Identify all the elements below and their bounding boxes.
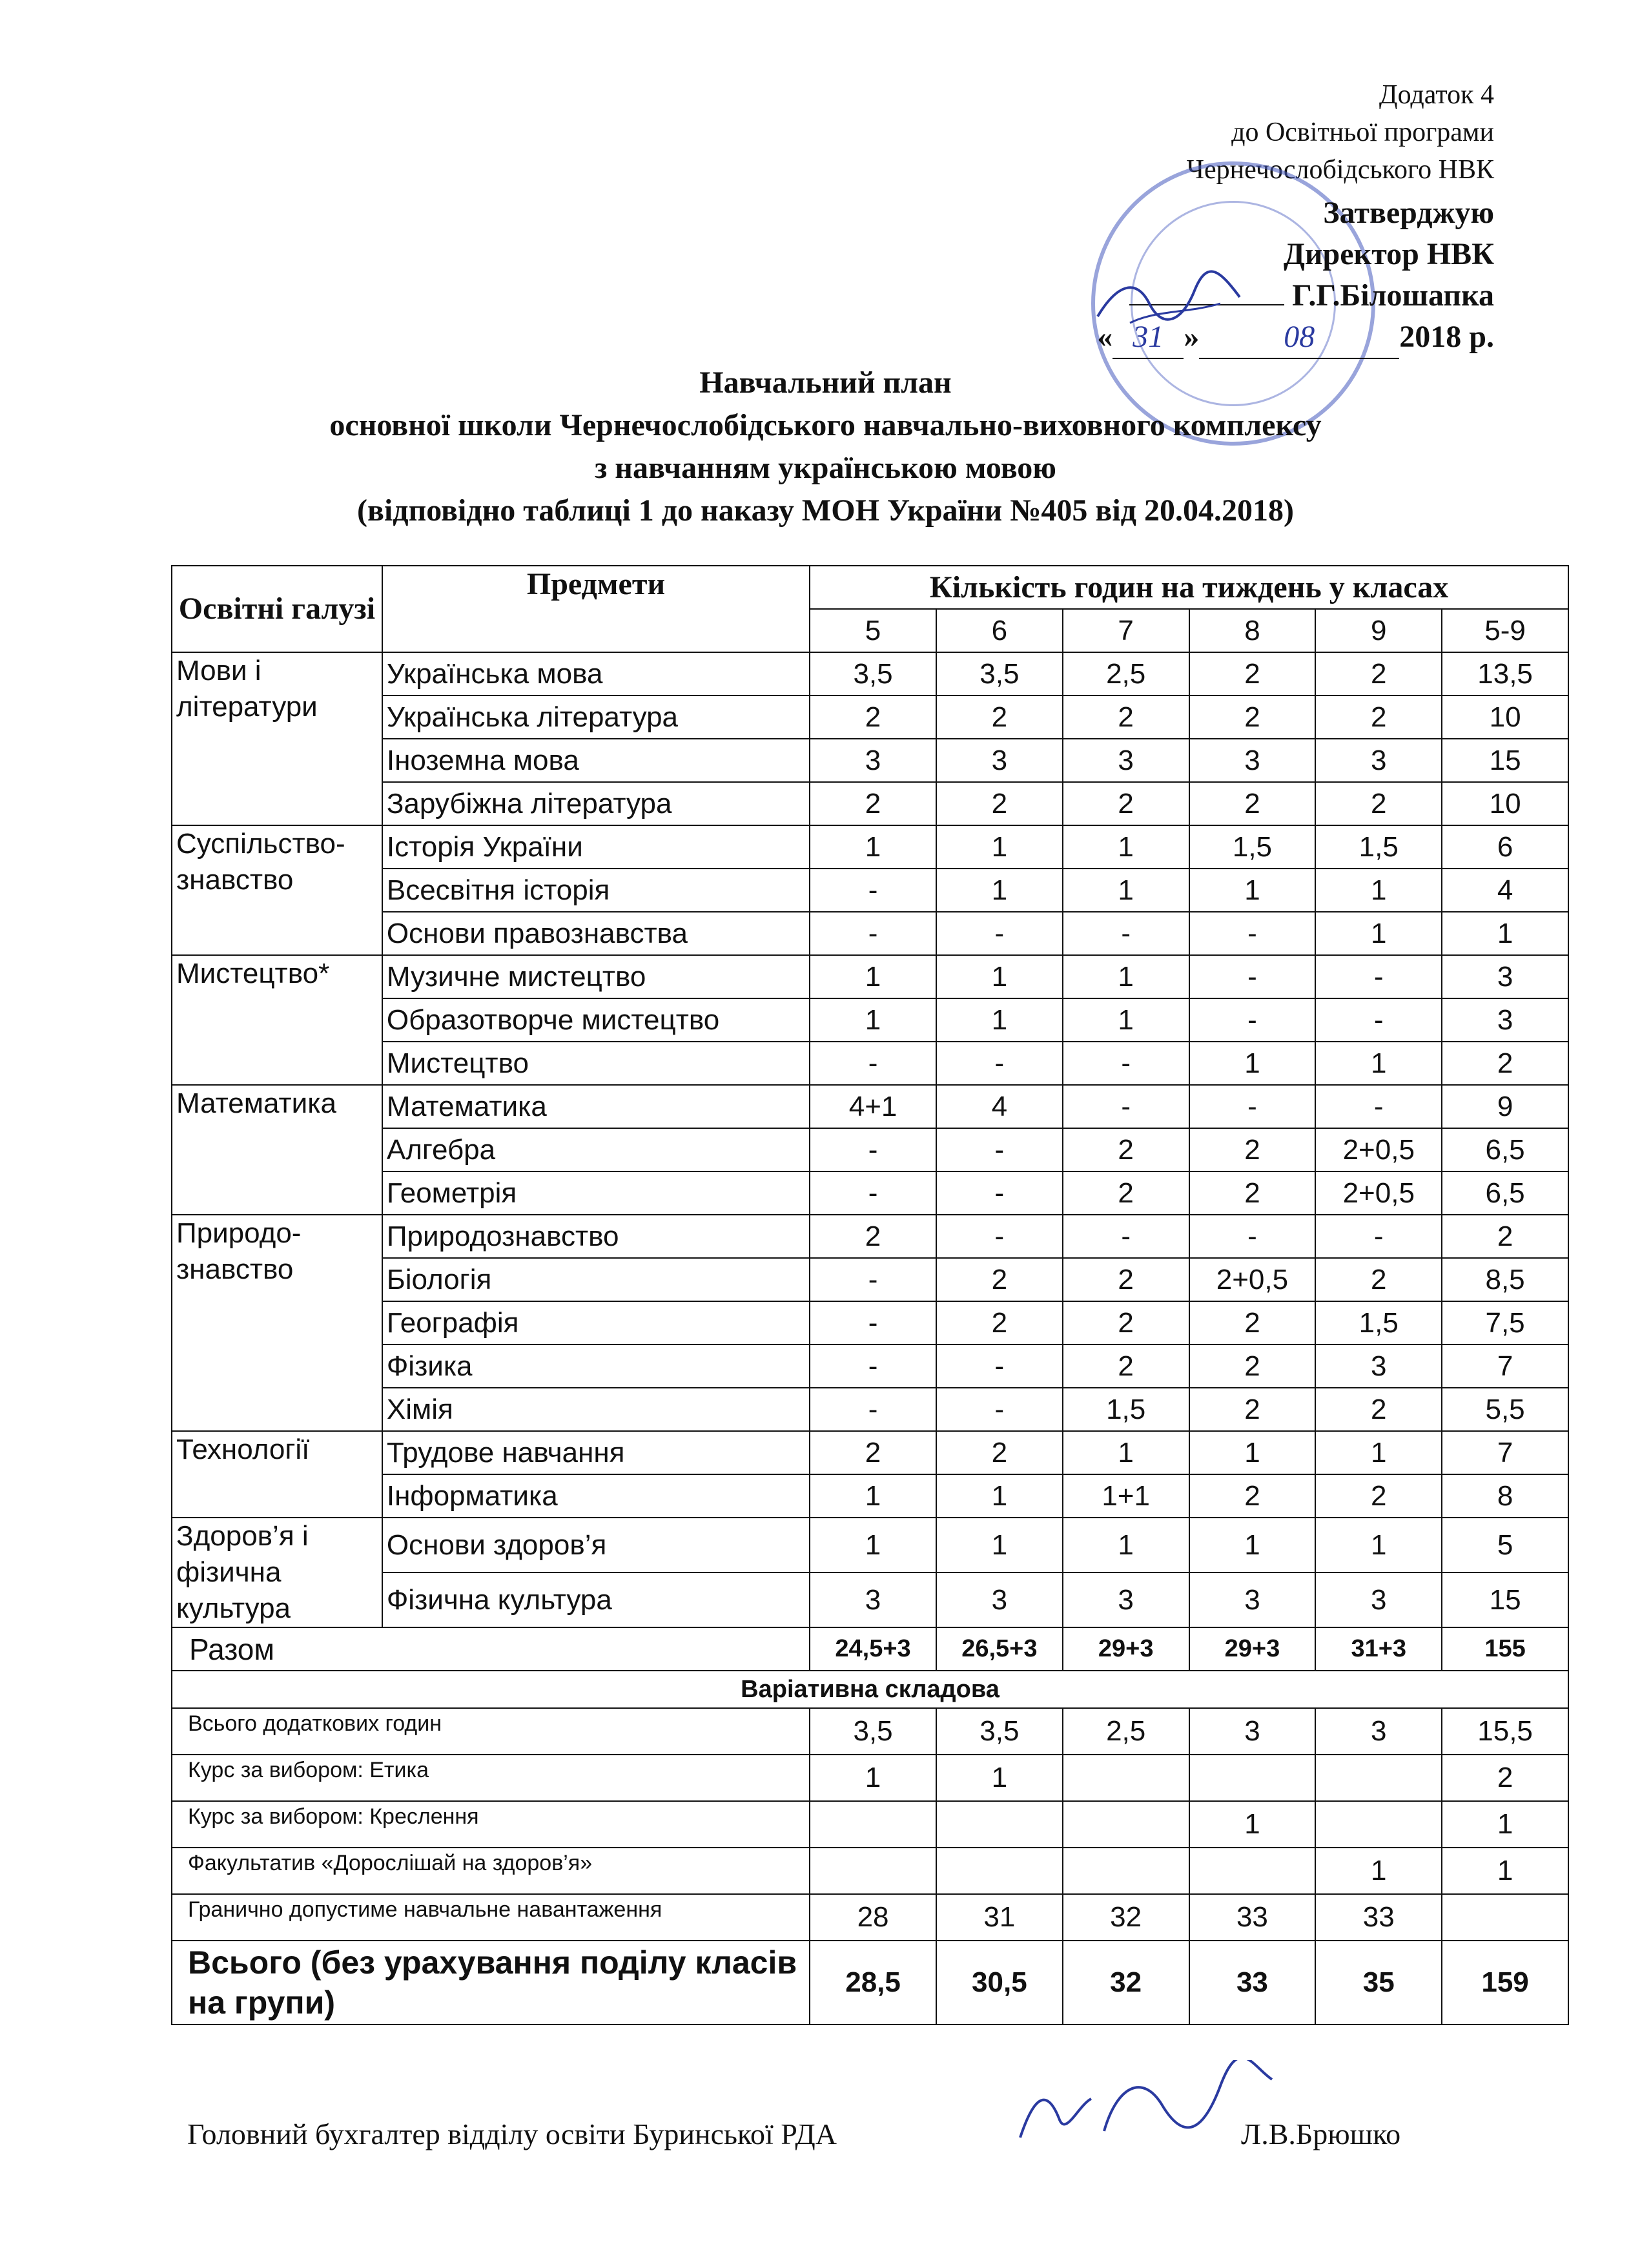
hours-cell: 2 xyxy=(1063,1171,1189,1215)
variative-label: Курс за вибором: Етика xyxy=(172,1755,810,1801)
hours-cell: 3 xyxy=(1442,998,1568,1042)
variative-cell: 1 xyxy=(1315,1848,1442,1894)
grade-header: 9 xyxy=(1315,609,1442,652)
approval-day: 31 xyxy=(1113,316,1184,359)
hours-cell: - xyxy=(1315,955,1442,998)
approval-year: 2018 р. xyxy=(1399,320,1494,354)
hours-cell: 2 xyxy=(1063,1301,1189,1345)
hours-cell: 2 xyxy=(1315,696,1442,739)
grade-header-total: 5-9 xyxy=(1442,609,1568,652)
grand-total-cell: 28,5 xyxy=(810,1941,936,2025)
grand-total-cell: 159 xyxy=(1442,1941,1568,2025)
subject-cell: Алгебра xyxy=(382,1128,810,1171)
title-line-3: з навчанням українською мовою xyxy=(595,451,1056,485)
variative-row xyxy=(172,1894,1568,1941)
subject-cell: Фізична культура xyxy=(382,1572,810,1627)
grade-header: 7 xyxy=(1063,609,1189,652)
hours-cell: 3 xyxy=(1063,739,1189,782)
area-cell: Математика xyxy=(172,1085,382,1215)
total-cell: 26,5+3 xyxy=(936,1627,1063,1671)
hours-cell: - xyxy=(810,912,936,955)
table-row xyxy=(172,955,1568,998)
hours-cell: 1,5 xyxy=(1315,825,1442,869)
footer-name: Л.В.Брюшко xyxy=(1241,2118,1401,2150)
hours-cell: 1 xyxy=(1063,869,1189,912)
hours-cell: 2 xyxy=(1189,696,1316,739)
variative-cell xyxy=(810,1848,936,1894)
hours-cell: 1+1 xyxy=(1063,1474,1189,1518)
hours-cell: 8 xyxy=(1442,1474,1568,1518)
variative-cell: 3,5 xyxy=(810,1708,936,1755)
hours-cell: 3 xyxy=(1315,1345,1442,1388)
variative-cell xyxy=(1063,1801,1189,1848)
subject-cell: Всесвітня історія xyxy=(382,869,810,912)
hours-cell: 13,5 xyxy=(1442,652,1568,696)
hours-cell: 2 xyxy=(1189,1301,1316,1345)
subject-cell: Образотворче мистецтво xyxy=(382,998,810,1042)
hours-cell: - xyxy=(1063,1042,1189,1085)
title-line-1: Навчальний план xyxy=(699,366,952,400)
hours-cell: - xyxy=(1063,1085,1189,1128)
table-row xyxy=(172,825,1568,869)
area-cell: Суспільство-знавство xyxy=(172,825,382,955)
subject-cell: Інформатика xyxy=(382,1474,810,1518)
hours-cell: 1,5 xyxy=(1063,1388,1189,1431)
hours-cell: - xyxy=(1063,912,1189,955)
area-cell: Мови і літератури xyxy=(172,652,382,825)
total-cell: 29+3 xyxy=(1063,1627,1189,1671)
hours-cell: 1 xyxy=(936,1474,1063,1518)
table-row xyxy=(172,1215,1568,1258)
hours-cell: 9 xyxy=(1442,1085,1568,1128)
hours-cell: - xyxy=(810,1345,936,1388)
hours-cell: - xyxy=(936,1345,1063,1388)
hours-cell: 4 xyxy=(936,1085,1063,1128)
hours-cell: 1 xyxy=(1063,955,1189,998)
hours-cell: 1 xyxy=(1189,1431,1316,1474)
date-close-quote: » xyxy=(1184,320,1200,354)
approval-month: 08 xyxy=(1199,316,1399,359)
hours-cell: 2 xyxy=(810,696,936,739)
subject-cell: Математика xyxy=(382,1085,810,1128)
total-cell: 24,5+3 xyxy=(810,1627,936,1671)
accountant-signature-icon xyxy=(1007,2060,1278,2157)
variative-cell: 32 xyxy=(1063,1894,1189,1941)
hours-cell: 1 xyxy=(1189,1042,1316,1085)
variative-cell: 2 xyxy=(1442,1755,1568,1801)
hours-cell: 2 xyxy=(1315,1388,1442,1431)
hours-cell: 2 xyxy=(1442,1042,1568,1085)
hours-cell: 1 xyxy=(936,998,1063,1042)
subject-cell: Географія xyxy=(382,1301,810,1345)
hours-cell: 5 xyxy=(1442,1518,1568,1572)
subject-cell: Історія України xyxy=(382,825,810,869)
hours-cell: 3,5 xyxy=(936,652,1063,696)
document-title xyxy=(0,362,1651,532)
variative-row xyxy=(172,1708,1568,1755)
director-signature-icon xyxy=(1091,265,1246,336)
hours-cell: - xyxy=(1189,998,1316,1042)
hours-cell: 1 xyxy=(1315,1431,1442,1474)
variative-row xyxy=(172,1755,1568,1801)
hours-cell: 3 xyxy=(810,1572,936,1627)
hours-cell: 1,5 xyxy=(1189,825,1316,869)
hours-cell: 2 xyxy=(936,1431,1063,1474)
variative-cell xyxy=(1063,1755,1189,1801)
hours-cell: 1 xyxy=(1442,912,1568,955)
variative-cell xyxy=(936,1801,1063,1848)
hours-cell: 2,5 xyxy=(1063,652,1189,696)
hours-cell: - xyxy=(936,1215,1063,1258)
hours-cell: 2 xyxy=(1189,1388,1316,1431)
hours-cell: - xyxy=(810,869,936,912)
hours-cell: - xyxy=(936,1388,1063,1431)
variative-cell: 1 xyxy=(936,1755,1063,1801)
variative-label: Факультатив «Дорослішай на здоров’я» xyxy=(172,1848,810,1894)
hours-cell: 1 xyxy=(1315,1042,1442,1085)
hours-cell: - xyxy=(936,1171,1063,1215)
hours-cell: - xyxy=(810,1171,936,1215)
variative-cell: 1 xyxy=(1189,1801,1316,1848)
hours-cell: - xyxy=(1189,912,1316,955)
variative-cell xyxy=(936,1848,1063,1894)
hours-cell: 2 xyxy=(1063,782,1189,825)
grand-total-label: Всього (без урахування поділу класів на групи) xyxy=(172,1941,810,2025)
total-cell: 155 xyxy=(1442,1627,1568,1671)
title-line-4: (відповідно таблиці 1 до наказу МОН України №405 від 20.04.2018) xyxy=(357,493,1294,528)
area-cell: Здоров’я і фізична культура xyxy=(172,1518,382,1627)
total-cell: 29+3 xyxy=(1189,1627,1316,1671)
variative-cell: 33 xyxy=(1189,1894,1316,1941)
variative-cell: 1 xyxy=(1442,1848,1568,1894)
hours-cell: 1 xyxy=(936,1518,1063,1572)
variative-cell xyxy=(1189,1848,1316,1894)
hours-cell: 6 xyxy=(1442,825,1568,869)
variative-label: Гранично допустиме навчальне навантаження xyxy=(172,1894,810,1941)
hours-cell: 2+0,5 xyxy=(1315,1171,1442,1215)
table-header-row xyxy=(172,566,1568,609)
hours-cell: 6,5 xyxy=(1442,1171,1568,1215)
header-area: Освітні галузі xyxy=(172,566,382,652)
hours-cell: 5,5 xyxy=(1442,1388,1568,1431)
date-open-quote: « xyxy=(1097,320,1113,354)
hours-cell: 3 xyxy=(936,1572,1063,1627)
hours-cell: 2 xyxy=(1189,782,1316,825)
hours-cell: 2 xyxy=(936,1258,1063,1301)
hours-cell: 10 xyxy=(1442,782,1568,825)
area-cell: Мистецтво* xyxy=(172,955,382,1085)
hours-cell: 1 xyxy=(936,869,1063,912)
subject-cell: Іноземна мова xyxy=(382,739,810,782)
variative-label: Всього додаткових годин xyxy=(172,1708,810,1755)
hours-cell: - xyxy=(810,1301,936,1345)
hours-cell: 7 xyxy=(1442,1345,1568,1388)
hours-cell: 4+1 xyxy=(810,1085,936,1128)
hours-cell: 2 xyxy=(1189,652,1316,696)
hours-cell: 6,5 xyxy=(1442,1128,1568,1171)
grand-total-cell: 35 xyxy=(1315,1941,1442,2025)
table-row xyxy=(172,652,1568,696)
hours-cell: 2 xyxy=(1189,1171,1316,1215)
variative-cell xyxy=(1442,1894,1568,1941)
subject-cell: Українська література xyxy=(382,696,810,739)
hours-cell: 2+0,5 xyxy=(1315,1128,1442,1171)
grand-total-cell: 33 xyxy=(1189,1941,1316,2025)
hours-cell: 1 xyxy=(810,825,936,869)
subject-cell: Геометрія xyxy=(382,1171,810,1215)
hours-cell: 2 xyxy=(810,782,936,825)
hours-cell: 1 xyxy=(1189,869,1316,912)
table-row xyxy=(172,1085,1568,1128)
grade-header: 5 xyxy=(810,609,936,652)
area-cell: Природо-знавство xyxy=(172,1215,382,1431)
hours-cell: 4 xyxy=(1442,869,1568,912)
hours-cell: 1 xyxy=(1063,998,1189,1042)
hours-cell: - xyxy=(1315,1215,1442,1258)
subject-cell: Біологія xyxy=(382,1258,810,1301)
variative-cell xyxy=(810,1801,936,1848)
hours-cell: 1,5 xyxy=(1315,1301,1442,1345)
variative-cell: 3,5 xyxy=(936,1708,1063,1755)
variative-row xyxy=(172,1801,1568,1848)
total-cell: 31+3 xyxy=(1315,1627,1442,1671)
variative-cell xyxy=(1315,1801,1442,1848)
subject-cell: Зарубіжна література xyxy=(382,782,810,825)
hours-cell: 2 xyxy=(1315,652,1442,696)
hours-cell: - xyxy=(936,912,1063,955)
hours-cell: 3 xyxy=(1189,739,1316,782)
hours-cell: 1 xyxy=(1063,1431,1189,1474)
hours-cell: 2 xyxy=(1315,1258,1442,1301)
hours-cell: 2 xyxy=(1442,1215,1568,1258)
hours-cell: 1 xyxy=(1063,1518,1189,1572)
variative-cell xyxy=(1063,1848,1189,1894)
variative-cell: 3 xyxy=(1189,1708,1316,1755)
hours-cell: 2 xyxy=(810,1431,936,1474)
hours-cell: 1 xyxy=(936,955,1063,998)
subject-cell: Музичне мистецтво xyxy=(382,955,810,998)
hours-cell: - xyxy=(1063,1215,1189,1258)
hours-cell: - xyxy=(810,1258,936,1301)
hours-cell: 2 xyxy=(1315,782,1442,825)
subject-cell: Хімія xyxy=(382,1388,810,1431)
table-row xyxy=(172,1518,1568,1572)
grand-total-cell: 30,5 xyxy=(936,1941,1063,2025)
hours-cell: 2 xyxy=(936,782,1063,825)
hours-cell: 2+0,5 xyxy=(1189,1258,1316,1301)
variative-cell: 31 xyxy=(936,1894,1063,1941)
variative-row xyxy=(172,1848,1568,1894)
hours-cell: 8,5 xyxy=(1442,1258,1568,1301)
variative-cell xyxy=(1315,1755,1442,1801)
hours-cell: 1 xyxy=(1315,869,1442,912)
subject-cell: Основи правознавства xyxy=(382,912,810,955)
hours-cell: - xyxy=(936,1128,1063,1171)
hours-cell: 1 xyxy=(1315,912,1442,955)
hours-cell: 15 xyxy=(1442,739,1568,782)
hours-cell: - xyxy=(810,1388,936,1431)
hours-cell: 1 xyxy=(810,1518,936,1572)
director-name: Г.Г.Білошапка xyxy=(1292,278,1494,313)
subject-cell: Трудове навчання xyxy=(382,1431,810,1474)
hours-cell: - xyxy=(936,1042,1063,1085)
hours-cell: 1 xyxy=(810,1474,936,1518)
subject-cell: Українська мова xyxy=(382,652,810,696)
hours-cell: 1 xyxy=(1063,825,1189,869)
subject-cell: Природознавство xyxy=(382,1215,810,1258)
variative-cell: 3 xyxy=(1315,1708,1442,1755)
variative-cell: 1 xyxy=(810,1755,936,1801)
hours-cell: 7,5 xyxy=(1442,1301,1568,1345)
variative-label: Курс за вибором: Креслення xyxy=(172,1801,810,1848)
hours-cell: 3 xyxy=(1442,955,1568,998)
subject-cell: Мистецтво xyxy=(382,1042,810,1085)
header-subject: Предмети xyxy=(382,566,810,652)
subject-cell: Основи здоров’я xyxy=(382,1518,810,1572)
annex-line-2: до Освітньої програми xyxy=(1231,118,1494,147)
hours-cell: 3 xyxy=(1189,1572,1316,1627)
footer-signer: Головний бухгалтер відділу освіти Буринської РДА xyxy=(187,2118,837,2150)
subject-cell: Фізика xyxy=(382,1345,810,1388)
variative-section-row xyxy=(172,1671,1568,1708)
hours-cell: 2 xyxy=(1063,696,1189,739)
hours-cell: 2 xyxy=(1189,1128,1316,1171)
hours-cell: - xyxy=(1189,955,1316,998)
hours-cell: 2 xyxy=(1189,1474,1316,1518)
grade-header: 6 xyxy=(936,609,1063,652)
hours-cell: 1 xyxy=(1315,1518,1442,1572)
curriculum-body xyxy=(172,652,1568,2025)
variative-cell: 28 xyxy=(810,1894,936,1941)
hours-cell: 1 xyxy=(936,825,1063,869)
total-label: Разом xyxy=(172,1627,810,1671)
variative-cell xyxy=(1189,1755,1316,1801)
hours-cell: 1 xyxy=(810,955,936,998)
hours-cell: 15 xyxy=(1442,1572,1568,1627)
annex-line-1: Додаток 4 xyxy=(1379,80,1494,110)
table-row xyxy=(172,1431,1568,1474)
header-hours: Кількість годин на тиждень у класах xyxy=(810,566,1568,609)
hours-cell: 2 xyxy=(936,1301,1063,1345)
hours-cell: 1 xyxy=(810,998,936,1042)
variative-cell: 33 xyxy=(1315,1894,1442,1941)
grand-total-cell: 32 xyxy=(1063,1941,1189,2025)
curriculum-table xyxy=(171,565,1569,2025)
hours-cell: 3 xyxy=(810,739,936,782)
hours-cell: 2 xyxy=(1189,1345,1316,1388)
hours-cell: 2 xyxy=(1063,1345,1189,1388)
grand-total-row xyxy=(172,1941,1568,2025)
director-position: Директор НВК xyxy=(1283,237,1494,271)
variative-cell: 1 xyxy=(1442,1801,1568,1848)
area-cell: Технології xyxy=(172,1431,382,1518)
hours-cell: 10 xyxy=(1442,696,1568,739)
hours-cell: - xyxy=(810,1042,936,1085)
hours-cell: 3,5 xyxy=(810,652,936,696)
hours-cell: - xyxy=(1189,1215,1316,1258)
variative-cell: 2,5 xyxy=(1063,1708,1189,1755)
hours-cell: 3 xyxy=(936,739,1063,782)
annex-line-3: Чернечослобідського НВК xyxy=(1186,155,1494,185)
hours-cell: 2 xyxy=(936,696,1063,739)
variative-cell: 15,5 xyxy=(1442,1708,1568,1755)
hours-cell: - xyxy=(1315,1085,1442,1128)
hours-cell: - xyxy=(1189,1085,1316,1128)
hours-cell: 2 xyxy=(810,1215,936,1258)
hours-cell: - xyxy=(1315,998,1442,1042)
hours-cell: 2 xyxy=(1063,1128,1189,1171)
hours-cell: 3 xyxy=(1315,1572,1442,1627)
hours-cell: 2 xyxy=(1315,1474,1442,1518)
hours-cell: 3 xyxy=(1063,1572,1189,1627)
hours-cell: 3 xyxy=(1315,739,1442,782)
variative-title: Варіативна складова xyxy=(172,1671,1568,1708)
total-row xyxy=(172,1627,1568,1671)
hours-cell: 7 xyxy=(1442,1431,1568,1474)
approve-word: Затверджую xyxy=(1323,196,1494,230)
hours-cell: 2 xyxy=(1063,1258,1189,1301)
title-line-2: основної школи Чернечослобідського навчально-виховного комплексу xyxy=(329,408,1322,442)
hours-cell: 1 xyxy=(1189,1518,1316,1572)
grade-header: 8 xyxy=(1189,609,1316,652)
hours-cell: - xyxy=(810,1128,936,1171)
